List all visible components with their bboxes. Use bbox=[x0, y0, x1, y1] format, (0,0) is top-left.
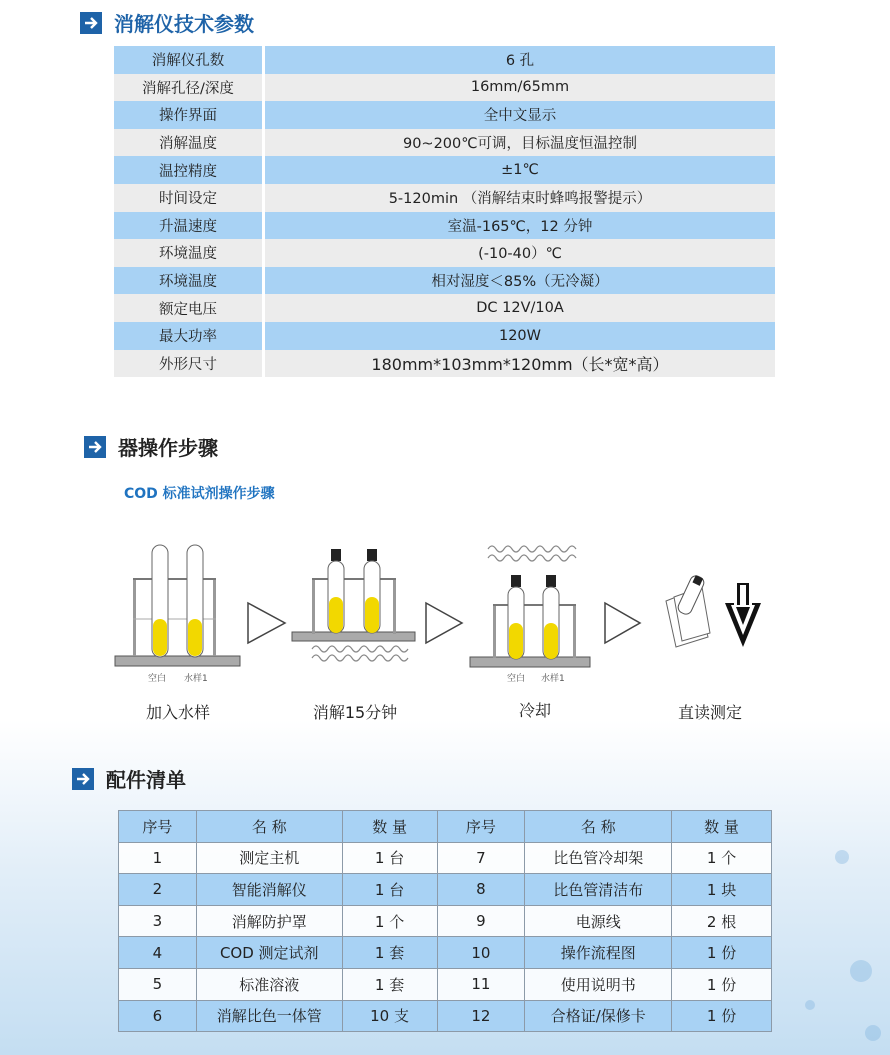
table-cell: 9 bbox=[437, 905, 525, 937]
table-cell: 6 bbox=[119, 1000, 197, 1032]
step2-digest-illustration bbox=[292, 549, 415, 661]
play-triangle-icon bbox=[605, 603, 640, 643]
spec-key: 时间设定 bbox=[114, 184, 262, 212]
steps-section-header bbox=[84, 432, 218, 461]
table-cell: 操作流程图 bbox=[525, 937, 672, 969]
step-label-digest: 消解15分钟 bbox=[312, 703, 398, 722]
spec-key: 消解温度 bbox=[114, 129, 262, 157]
table-row bbox=[119, 842, 772, 874]
col-header-name: 名 称 bbox=[525, 811, 672, 843]
spec-key: 环境温度 bbox=[114, 239, 262, 267]
col-header-no: 序号 bbox=[437, 811, 525, 843]
table-cell: 消解比色一体管 bbox=[196, 1000, 342, 1032]
tube-label-sample: 水样1 bbox=[184, 674, 208, 684]
table-cell: 1 块 bbox=[672, 874, 772, 906]
operation-steps-diagram bbox=[100, 535, 780, 730]
table-cell: 1 个 bbox=[672, 842, 772, 874]
spec-value: (-10-40）℃ bbox=[265, 239, 775, 267]
spec-key: 环境温度 bbox=[114, 267, 262, 295]
down-arrow-icon bbox=[725, 583, 761, 647]
step-label-cool: 冷却 bbox=[518, 701, 551, 720]
col-header-no: 序号 bbox=[119, 811, 197, 843]
spec-value: 180mm*103mm*120mm（长*宽*高） bbox=[265, 350, 775, 378]
table-row bbox=[119, 968, 772, 1000]
spec-row bbox=[114, 101, 775, 129]
spec-key: 外形尺寸 bbox=[114, 350, 262, 378]
spec-row bbox=[114, 156, 775, 184]
play-triangle-icon bbox=[426, 603, 462, 643]
spec-key: 温控精度 bbox=[114, 156, 262, 184]
steam-icon bbox=[488, 546, 576, 561]
tube-label-blank: 空白 bbox=[507, 674, 526, 684]
spec-value: 室温-165℃，12 分钟 bbox=[265, 212, 775, 240]
table-cell: 7 bbox=[437, 842, 525, 874]
tube-label-blank: 空白 bbox=[148, 674, 167, 684]
spec-value: 90~200℃可调，目标温度恒温控制 bbox=[265, 129, 775, 157]
table-cell: COD 测定试剂 bbox=[196, 937, 342, 969]
step1-rack-illustration bbox=[115, 545, 240, 666]
table-cell: 4 bbox=[119, 937, 197, 969]
arrow-right-icon bbox=[80, 12, 102, 34]
water-drop bbox=[850, 960, 872, 982]
parts-table bbox=[118, 810, 772, 1032]
table-cell: 1 台 bbox=[342, 874, 437, 906]
step-label-read: 直读测定 bbox=[677, 703, 742, 722]
spec-value: DC 12V/10A bbox=[265, 294, 775, 322]
parts-section-title: 配件清单 bbox=[106, 768, 186, 792]
steps-subtitle: COD 标准试剂操作步骤 bbox=[124, 486, 275, 502]
table-cell: 1 套 bbox=[342, 968, 437, 1000]
spec-section-title: 消解仪技术参数 bbox=[114, 12, 254, 36]
spec-value: 120W bbox=[265, 322, 775, 350]
table-cell: 2 根 bbox=[672, 905, 772, 937]
spec-value: 16mm/65mm bbox=[265, 74, 775, 102]
step-label-add-sample: 加入水样 bbox=[145, 703, 210, 722]
step3-cool-illustration bbox=[470, 546, 590, 667]
spec-key: 额定电压 bbox=[114, 294, 262, 322]
spec-row bbox=[114, 184, 775, 212]
spec-key: 消解孔径/深度 bbox=[114, 74, 262, 102]
table-cell: 8 bbox=[437, 874, 525, 906]
spec-value: 相对湿度＜85%（无冷凝） bbox=[265, 267, 775, 295]
table-cell: 标准溶液 bbox=[196, 968, 342, 1000]
water-drop bbox=[835, 850, 849, 864]
table-cell: 1 份 bbox=[672, 1000, 772, 1032]
arrow-right-icon bbox=[72, 768, 94, 790]
col-header-qty: 数 量 bbox=[342, 811, 437, 843]
table-cell: 1 套 bbox=[342, 937, 437, 969]
table-row bbox=[119, 1000, 772, 1032]
table-cell: 12 bbox=[437, 1000, 525, 1032]
table-cell: 1 台 bbox=[342, 842, 437, 874]
table-cell: 2 bbox=[119, 874, 197, 906]
arrow-right-icon bbox=[84, 436, 106, 458]
table-row bbox=[119, 874, 772, 906]
table-cell: 电源线 bbox=[525, 905, 672, 937]
spec-value: 全中文显示 bbox=[265, 101, 775, 129]
spec-row bbox=[114, 294, 775, 322]
table-row bbox=[119, 905, 772, 937]
spec-table bbox=[114, 46, 775, 377]
parts-section-header bbox=[72, 764, 186, 793]
play-triangle-icon bbox=[248, 603, 285, 643]
table-cell: 比色管清洁布 bbox=[525, 874, 672, 906]
spec-row bbox=[114, 350, 775, 378]
spec-row bbox=[114, 239, 775, 267]
steps-illustration bbox=[100, 535, 780, 685]
step4-read-illustration bbox=[666, 574, 761, 647]
spec-row bbox=[114, 74, 775, 102]
table-cell: 5 bbox=[119, 968, 197, 1000]
table-cell: 1 bbox=[119, 842, 197, 874]
spec-row bbox=[114, 46, 775, 74]
spec-key: 消解仪孔数 bbox=[114, 46, 262, 74]
spec-row bbox=[114, 322, 775, 350]
table-cell: 10 bbox=[437, 937, 525, 969]
table-row bbox=[119, 937, 772, 969]
water-drop bbox=[865, 1025, 881, 1041]
col-header-name: 名 称 bbox=[196, 811, 342, 843]
spec-section-header bbox=[80, 8, 254, 37]
spec-row bbox=[114, 267, 775, 295]
table-cell: 合格证/保修卡 bbox=[525, 1000, 672, 1032]
table-cell: 消解防护罩 bbox=[196, 905, 342, 937]
table-cell: 10 支 bbox=[342, 1000, 437, 1032]
spec-key: 升温速度 bbox=[114, 212, 262, 240]
table-cell: 3 bbox=[119, 905, 197, 937]
table-cell: 智能消解仪 bbox=[196, 874, 342, 906]
table-cell: 1 份 bbox=[672, 968, 772, 1000]
spec-value: 5-120min （消解结束时蜂鸣报警提示） bbox=[265, 184, 775, 212]
col-header-qty: 数 量 bbox=[672, 811, 772, 843]
heat-wave-icon bbox=[312, 646, 408, 661]
spec-row bbox=[114, 212, 775, 240]
table-cell: 1 份 bbox=[672, 937, 772, 969]
water-drop bbox=[805, 1000, 815, 1010]
parts-table-header bbox=[119, 811, 772, 843]
spec-value: 6 孔 bbox=[265, 46, 775, 74]
spec-value: ±1℃ bbox=[265, 156, 775, 184]
spec-key: 最大功率 bbox=[114, 322, 262, 350]
table-cell: 1 个 bbox=[342, 905, 437, 937]
table-cell: 测定主机 bbox=[196, 842, 342, 874]
table-cell: 11 bbox=[437, 968, 525, 1000]
spec-key: 操作界面 bbox=[114, 101, 262, 129]
table-cell: 使用说明书 bbox=[525, 968, 672, 1000]
spec-row bbox=[114, 129, 775, 157]
steps-section-title: 器操作步骤 bbox=[118, 436, 218, 460]
table-cell: 比色管冷却架 bbox=[525, 842, 672, 874]
tube-label-sample: 水样1 bbox=[541, 674, 565, 684]
